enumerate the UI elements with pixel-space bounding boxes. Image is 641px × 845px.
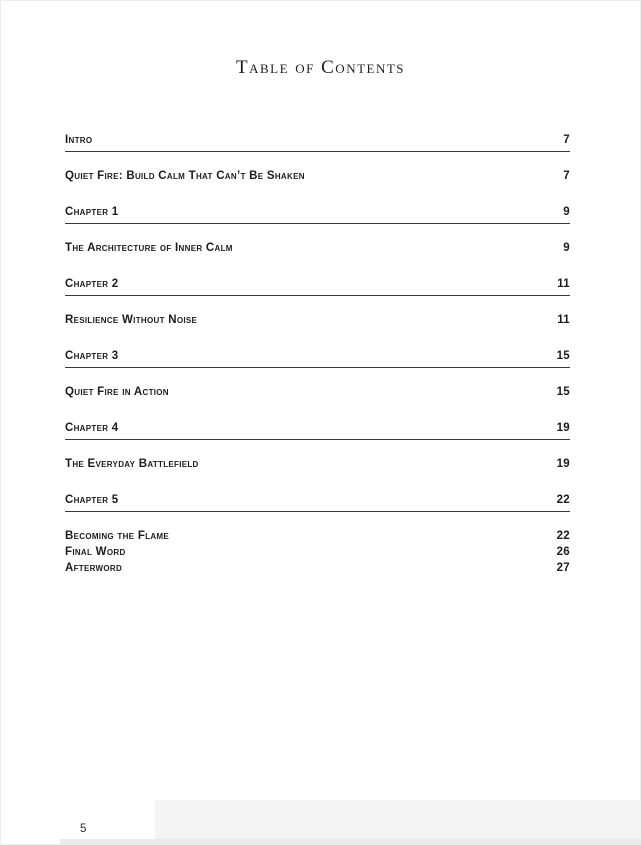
toc-entry-label: Chapter 4 [65, 422, 119, 434]
toc-entry-chapter-3 [65, 349, 570, 368]
toc-entry-page: 7 [563, 170, 570, 182]
toc-entry-page: 11 [557, 314, 570, 326]
toc-entry-page: 19 [556, 422, 570, 434]
toc-entry-label: Chapter 3 [65, 350, 119, 362]
toc-entry-subtitle [65, 313, 570, 328]
toc-entry-chapter-4 [65, 421, 570, 440]
toc-entry-page: 22 [556, 530, 570, 542]
toc-entry-label: Chapter 1 [65, 206, 119, 218]
toc-entry-label: Final Word [65, 546, 126, 558]
toc-entry-chapter-1 [65, 205, 570, 224]
toc-entry-label: Chapter 5 [65, 494, 119, 506]
toc-entry-page: 15 [556, 386, 570, 398]
toc-entry-label: Quiet Fire in Action [65, 386, 169, 398]
toc-entry-label: Becoming the Flame [65, 530, 170, 542]
table-of-contents [65, 133, 570, 577]
toc-entry-subtitle [65, 385, 570, 400]
toc-entry-subtitle [65, 529, 570, 544]
toc-entry-afterword [65, 561, 570, 576]
toc-entry-label: Quiet Fire: Build Calm That Can’t Be Shaken [65, 170, 305, 182]
toc-entry-subtitle [65, 457, 570, 472]
toc-entry-subtitle [65, 169, 570, 184]
toc-entry-page: 7 [563, 134, 570, 146]
toc-entry-label: Intro [65, 134, 93, 146]
page-bottom-shadow [60, 839, 641, 845]
footer-page-number: 5 [80, 823, 87, 835]
toc-entry-page: 9 [563, 206, 570, 218]
toc-entry-page: 22 [556, 494, 570, 506]
toc-entry-page: 26 [556, 546, 570, 558]
toc-entry-final-word [65, 545, 570, 560]
toc-entry-chapter-2 [65, 277, 570, 296]
toc-entry-label: Afterword [65, 562, 123, 574]
toc-entry-label: The Architecture of Inner Calm [65, 242, 233, 254]
toc-entry-subtitle [65, 241, 570, 256]
toc-entry-page: 15 [556, 350, 570, 362]
toc-entry-label: The Everyday Battlefield [65, 458, 199, 470]
toc-entry-page: 27 [556, 562, 570, 574]
toc-entry-page: 19 [556, 458, 570, 470]
toc-entry-page: 9 [563, 242, 570, 254]
toc-entry-page: 11 [557, 278, 570, 290]
toc-entry-label: Chapter 2 [65, 278, 119, 290]
toc-entry-intro [65, 133, 570, 152]
page-title: Table of Contents [235, 57, 406, 78]
toc-entry-chapter-5 [65, 493, 570, 512]
toc-entry-label: Resilience Without Noise [65, 314, 198, 326]
